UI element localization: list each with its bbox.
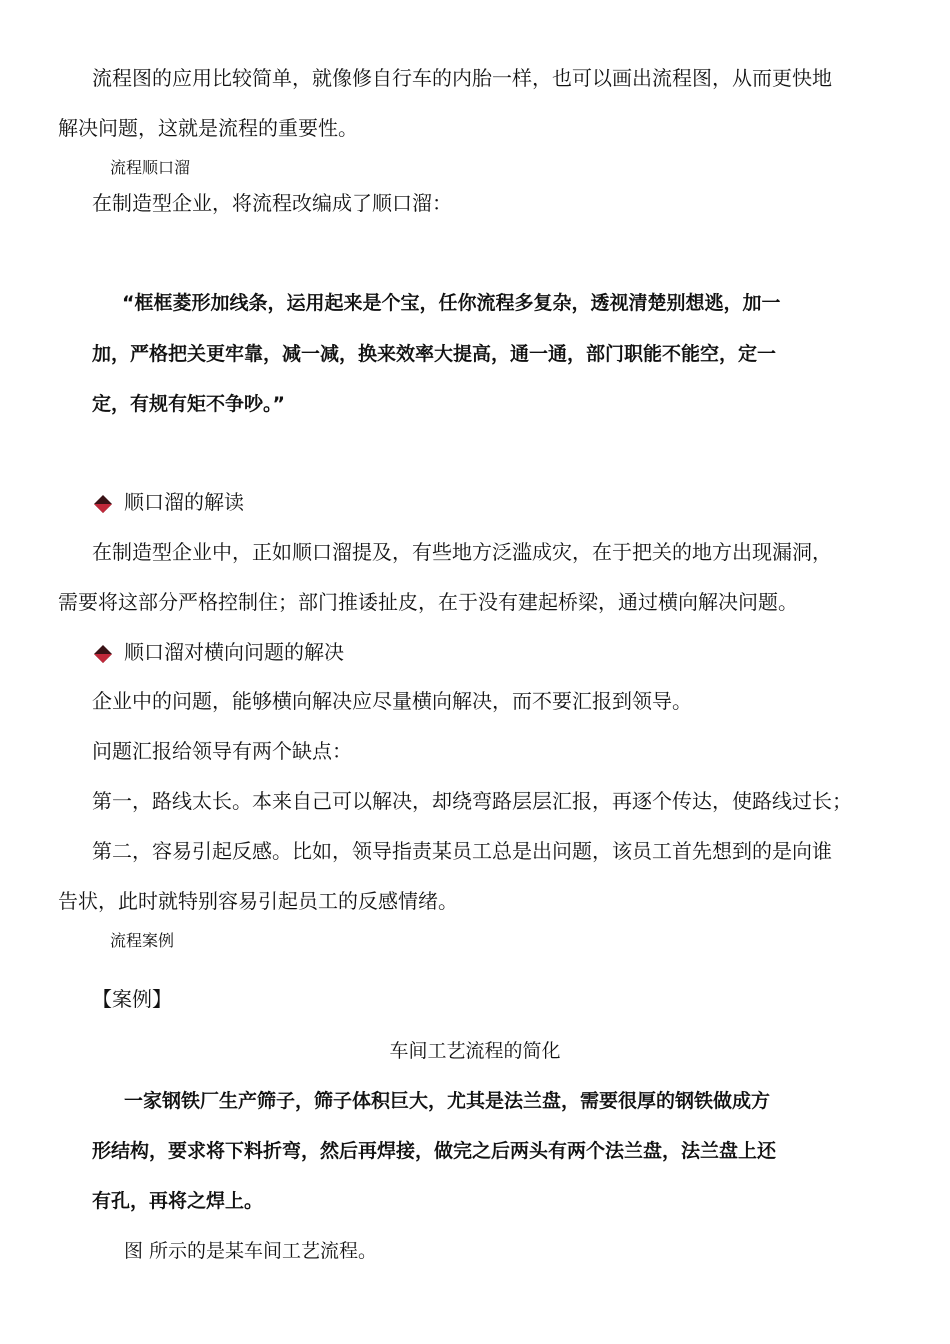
- case-title: 车间工艺流程的简化: [389, 1040, 561, 1062]
- horizontal-paragraph-4-line-1: 第二，容易引起反感。比如，领导指责某员工总是出问题，该员工首先想到的是向谁: [92, 839, 832, 863]
- interpretation-line-1: 在制造型企业中，正如顺口溜提及，有些地方泛滥成灾，在于把关的地方出现漏洞，: [92, 540, 832, 564]
- horizontal-paragraph-1: 企业中的问题，能够横向解决应尽量横向解决，而不要汇报到领导。: [92, 689, 692, 713]
- horizontal-paragraph-3: 第一，路线太长。本来自己可以解决，却绕弯路层层汇报，再逐个传达，使路线过长；: [92, 789, 852, 813]
- case-line-3: 有孔，再将之焊上。: [92, 1190, 264, 1212]
- case-tag: 【案例】: [92, 987, 172, 1011]
- case-line-1: 一家钢铁厂生产筛子，筛子体积巨大，尤其是法兰盘，需要很厚的钢铁做成方: [124, 1090, 771, 1112]
- horizontal-paragraph-2: 问题汇报给领导有两个缺点：: [92, 739, 352, 763]
- bullet-heading-horizontal: 顺口溜对横向问题的解决: [124, 640, 344, 664]
- quote-line-2: 加，严格把关更牢靠，减一减，换来效率大提高，通一通，部门职能不能空，定一: [92, 343, 777, 365]
- intro-line-2: 解决问题，这就是流程的重要性。: [58, 116, 358, 140]
- diamond-bullet-icon: [92, 493, 114, 515]
- intro-line-1: 流程图的应用比较简单，就像修自行车的内胎一样，也可以画出流程图，从而更快地: [92, 66, 832, 90]
- figure-reference: 图 所示的是某车间工艺流程。: [124, 1240, 378, 1262]
- rhyme-intro: 在制造型企业，将流程改编成了顺口溜：: [92, 191, 452, 215]
- section-heading-rhyme: 流程顺口溜: [110, 158, 191, 177]
- interpretation-line-2: 需要将这部分严格控制住；部门推诿扯皮，在于没有建起桥梁，通过横向解决问题。: [58, 590, 798, 614]
- horizontal-paragraph-4-line-2: 告状，此时就特别容易引起员工的反感情绪。: [58, 889, 458, 913]
- diamond-bullet-icon: [92, 643, 114, 665]
- section-heading-case: 流程案例: [110, 931, 175, 950]
- case-line-2: 形结构，要求将下料折弯，然后再焊接，做完之后两头有两个法兰盘，法兰盘上还: [92, 1140, 777, 1162]
- quote-line-1: “框框菱形加线条，运用起来是个宝，任你流程多复杂，透视清楚别想逃，加一: [122, 292, 781, 314]
- bullet-heading-interpretation: 顺口溜的解读: [124, 490, 244, 514]
- quote-line-3: 定，有规有矩不争吵。”: [92, 393, 285, 415]
